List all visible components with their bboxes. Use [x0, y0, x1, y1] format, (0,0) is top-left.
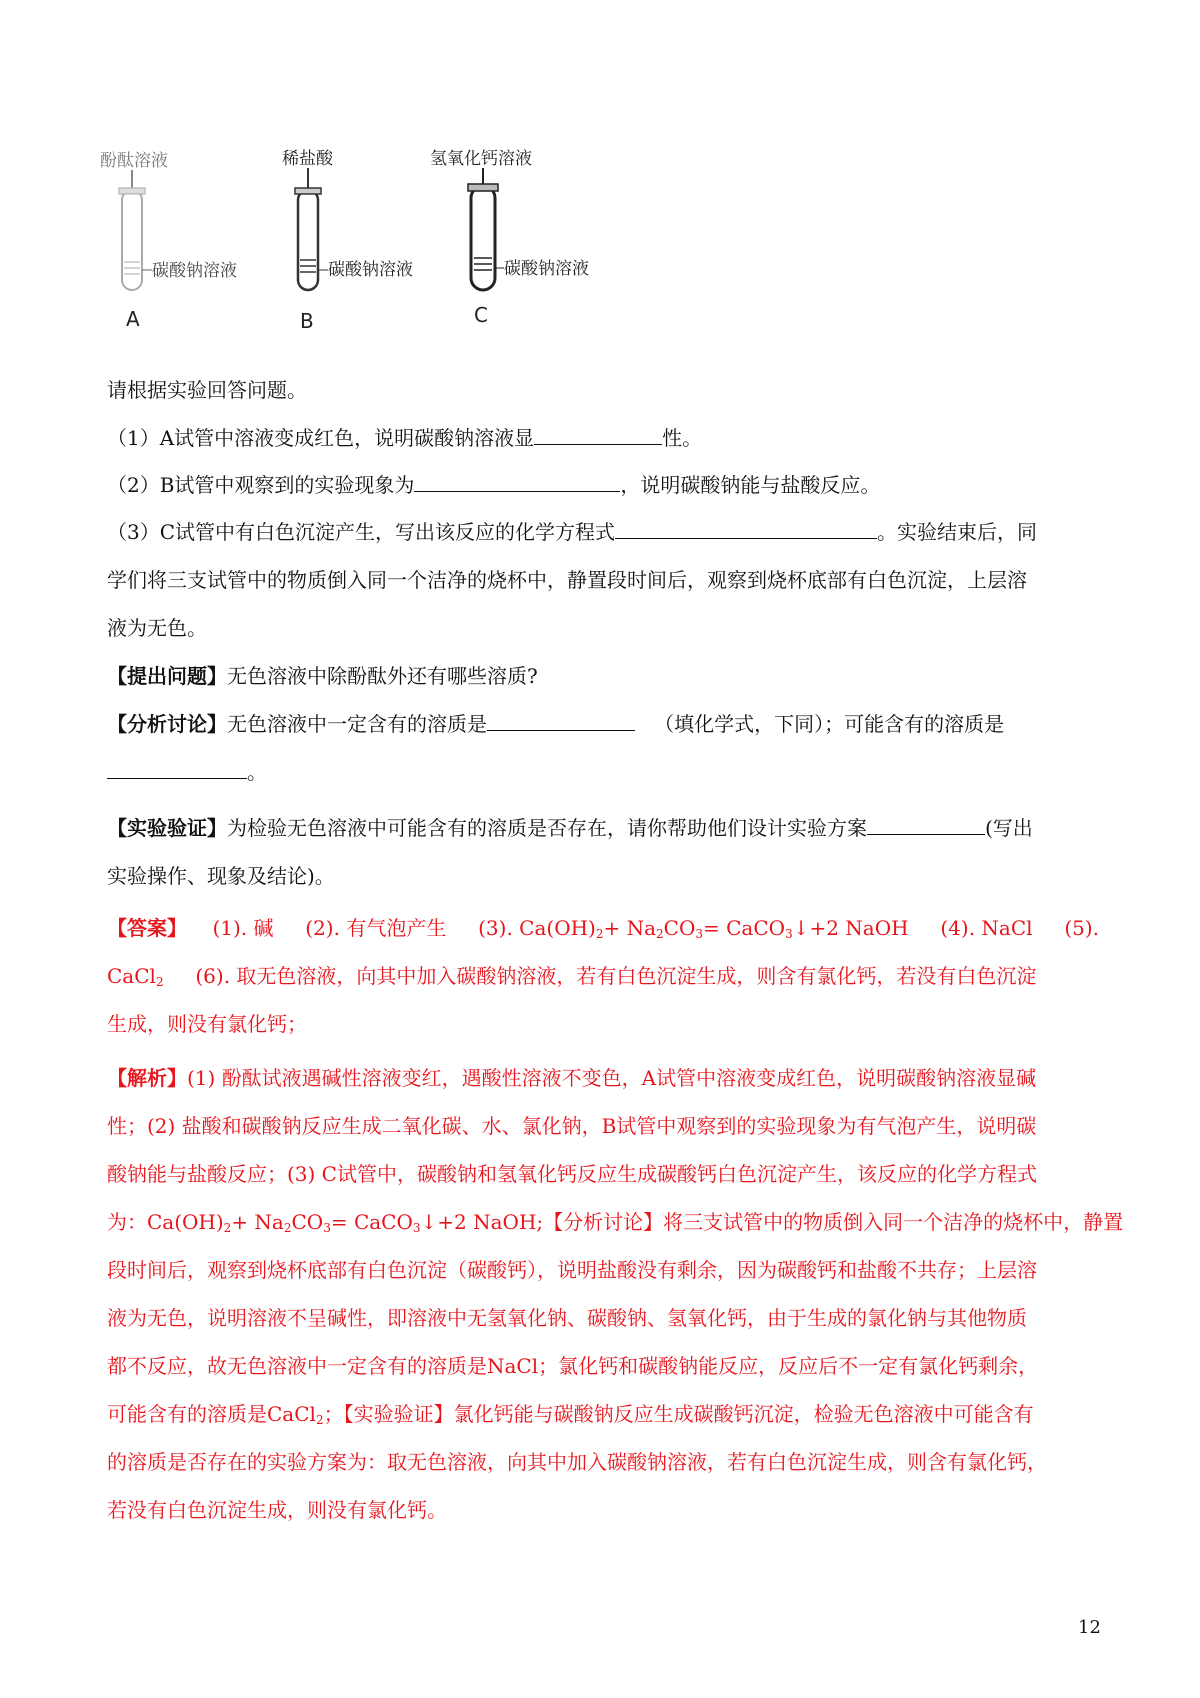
analysis-line-2 — [107, 1112, 1097, 1140]
answer-6: (6). 取无色溶液，向其中加入碳酸钠溶液，若有白色沉淀生成，则含有氯化钙，若没有白色沉淀 — [195, 964, 1037, 988]
discuss-answer-blank-2[interactable] — [107, 760, 247, 779]
analysis-text-10: 若没有白色沉淀生成，则没有氯化钙。 — [107, 1498, 447, 1522]
analysis-line-3 — [107, 1160, 1097, 1188]
analysis-line-9 — [107, 1448, 1097, 1476]
answer-2: (2). 有气泡产生 — [305, 916, 447, 940]
answer-1: (1). 碱 — [212, 916, 274, 940]
analysis-discussion — [107, 710, 1097, 738]
analysis-text-7: 都不反应，故无色溶液中一定含有的溶质是NaCl；氯化钙和碳酸钠能反应，反应后不一定有氯化钙剩余， — [107, 1354, 1039, 1378]
q3-end: 液为无色。 — [107, 616, 207, 640]
q1-suffix: 性。 — [662, 426, 703, 450]
analysis-text-2: 性；(2) 盐酸和碳酸钠反应生成二氧化碳、水、氯化钠，B试管中观察到的实验现象为有气泡产生，说明碳 — [107, 1114, 1037, 1138]
analysis-line-8: 可能含有的溶质是CaCl$_2$；【实验验证】氯化钙能与碳酸钠反应生成碳酸钙沉淀，检验无色溶液中可能含有 — [107, 1402, 1034, 1427]
experiment-verify-line2 — [107, 862, 1097, 890]
analysis-discussion-line2 — [107, 758, 1097, 786]
answer-5: CaCl$_2$ — [107, 964, 164, 989]
answer-line-2 — [107, 962, 1097, 990]
analysis-line-1 — [107, 1064, 1097, 1092]
ask-text: 无色溶液中除酚酞外还有哪些溶质? — [227, 664, 538, 688]
answer-3: (3). $Ca(OH)_2+ Na_2CO_3=$ CaCO$_3$↓+2 NaOH — [478, 916, 909, 941]
question-2 — [107, 471, 1097, 499]
question-3-line2 — [107, 566, 1097, 594]
verify-answer-blank[interactable] — [867, 816, 985, 835]
analysis-line-6 — [107, 1304, 1097, 1332]
q2-suffix: ，说明碳酸钠能与盐酸反应。 — [620, 473, 881, 497]
experiment-verify — [107, 814, 1097, 842]
discuss-end: 。 — [247, 760, 267, 784]
q3-text: （3）C试管中有白色沉淀产生，写出该反应的化学方程式 — [107, 520, 616, 544]
question-intro — [107, 376, 1097, 404]
tube-b — [282, 149, 413, 333]
tube-c-reagent: 氢氧化钙溶液 — [430, 149, 532, 169]
analysis-text-6: 液为无色，说明溶液不呈碱性，即溶液中无氢氧化钠、碳酸钠、氢氧化钙，由于生成的氯化钠与其他物质 — [107, 1306, 1027, 1330]
answer-tag: 【答案】 — [107, 916, 187, 940]
tube-a-reagent: 酚酞溶液 — [100, 151, 168, 171]
answer-line-3 — [107, 1010, 1097, 1038]
tube-c-label: C — [474, 303, 488, 327]
tube-b-liquid: 碳酸钠溶液 — [328, 260, 413, 280]
q2-text: （2）B试管中观察到的实验现象为 — [107, 473, 415, 497]
answer-line-1 — [107, 914, 1100, 942]
analysis-text-9: 的溶质是否存在的实验方案为：取无色溶液，向其中加入碳酸钠溶液，若有白色沉淀生成，则含有氯化钙， — [107, 1450, 1047, 1474]
q3-continuation: 学们将三支试管中的物质倒入同一个洁净的烧杯中，静置段时间后，观察到烧杯底部有白色沉淀，上层溶 — [107, 568, 1027, 592]
test-tube-figure — [100, 140, 620, 360]
test-tubes-diagram — [100, 140, 620, 360]
q1-text: （1）A试管中溶液变成红色，说明碳酸钠溶液显 — [107, 426, 535, 450]
verify-end: 实验操作、现象及结论)。 — [107, 864, 335, 888]
verify-text: 为检验无色溶液中可能含有的溶质是否存在，请你帮助他们设计实验方案 — [227, 816, 867, 840]
q3-suffix: 。实验结束后，同 — [877, 520, 1038, 544]
tube-c — [430, 149, 589, 327]
answer-5-index: (5). — [1064, 916, 1100, 940]
question-1 — [107, 424, 1097, 452]
analysis-text-1: (1) 酚酞试液遇碱性溶液变红，遇酸性溶液不变色，A试管中溶液变成红色，说明碳酸钠溶液显碱 — [187, 1066, 1037, 1090]
discuss-text-2: （填化学式，下同）；可能含有的溶质是 — [654, 712, 1005, 736]
answer-6-end: 生成，则没有氯化钙； — [107, 1012, 307, 1036]
intro-text: 请根据实验回答问题。 — [107, 378, 307, 402]
analysis-line-10 — [107, 1496, 1097, 1524]
tube-b-reagent: 稀盐酸 — [282, 149, 333, 169]
tube-c-liquid: 碳酸钠溶液 — [504, 259, 589, 279]
tube-a-label: A — [126, 307, 140, 331]
tube-b-label: B — [300, 309, 314, 333]
discuss-text: 无色溶液中一定含有的溶质是 — [227, 712, 487, 736]
question-3 — [107, 518, 1097, 546]
ask-tag: 【提出问题】 — [107, 664, 227, 688]
discuss-answer-blank-1[interactable] — [487, 712, 635, 731]
q1-answer-blank[interactable] — [534, 426, 662, 445]
tube-a-liquid: 碳酸钠溶液 — [152, 261, 237, 281]
verify-tag: 【实验验证】 — [107, 816, 227, 840]
ask-question — [107, 662, 1097, 690]
verify-suffix: (写出 — [985, 816, 1033, 840]
analysis-line-4: 为：$Ca(OH)_2+ Na_2CO_3=$ CaCO$_3$↓+2 NaOH;【分析讨论】将三支试管中的物质倒入同一个洁净的烧杯中，静置 — [107, 1210, 1124, 1235]
tube-a — [100, 151, 237, 331]
analysis-text-5: 段时间后，观察到烧杯底部有白色沉淀（碳酸钙），说明盐酸没有剩余，因为碳酸钙和盐酸不共存；上层溶 — [107, 1258, 1037, 1282]
analysis-tag: 【解析】 — [107, 1066, 187, 1090]
question-3-line3 — [107, 614, 1097, 642]
answer-4: (4). NaCl — [940, 916, 1033, 940]
analysis-line-5 — [107, 1256, 1097, 1284]
analysis-text-3: 酸钠能与盐酸反应；(3) C试管中，碳酸钠和氢氧化钙反应生成碳酸钙白色沉淀产生，该反应的化学方程式 — [107, 1162, 1037, 1186]
analysis-line-7 — [107, 1352, 1097, 1380]
page-number: 12 — [1078, 1617, 1101, 1638]
discuss-tag: 【分析讨论】 — [107, 712, 227, 736]
q2-answer-blank[interactable] — [414, 473, 620, 492]
q3-answer-blank[interactable] — [615, 520, 877, 539]
